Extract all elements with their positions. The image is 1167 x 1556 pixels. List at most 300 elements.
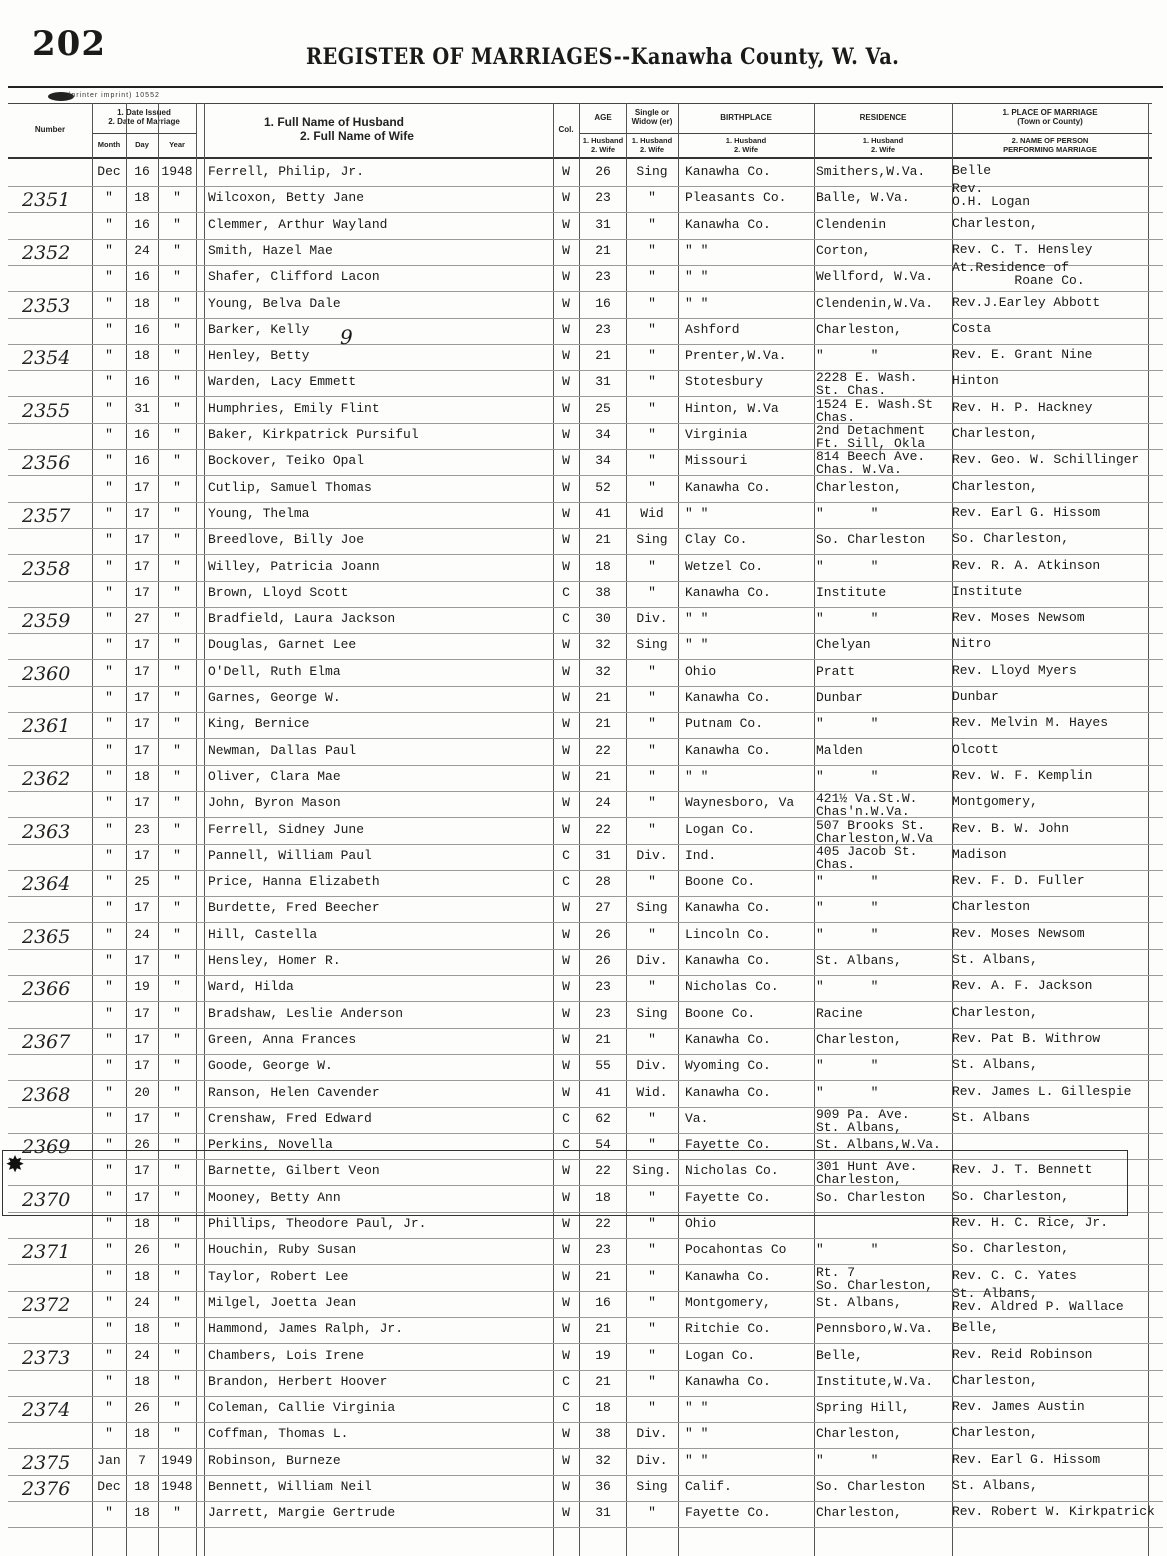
color-cell: W — [562, 1163, 570, 1179]
month-cell: " — [105, 1189, 113, 1205]
residence-cell: 909 Pa. Ave. St. Albans, — [816, 1106, 910, 1135]
day-cell: 17 — [134, 690, 150, 705]
table-row — [8, 292, 1163, 319]
residence-cell: " " — [816, 1084, 879, 1100]
residence-cell: Charleston, — [816, 1426, 902, 1442]
birthplace-cell: " " — [685, 1452, 709, 1468]
day-cell: 26 — [134, 1242, 150, 1258]
table-row — [8, 1370, 1163, 1397]
table-row — [8, 397, 1163, 424]
marital-status-cell: " — [648, 663, 656, 679]
place-of-marriage-cell: St. Albans, Rev. Aldred P. Wallace — [952, 1285, 1124, 1314]
color-cell: W — [562, 953, 570, 968]
residence-cell: 421½ Va.St.W. Chas'n.W.Va. — [816, 791, 918, 820]
header-divider — [580, 133, 1152, 134]
month-cell: " — [105, 532, 113, 548]
day-cell: 17 — [134, 637, 150, 653]
residence-cell: " " — [816, 348, 879, 364]
month-cell: " — [105, 348, 113, 364]
marital-status-cell: Sing — [636, 1479, 668, 1494]
day-cell: 18 — [134, 1268, 150, 1284]
age-cell: 32 — [595, 663, 611, 679]
birthplace-cell: Nicholas Co. — [685, 979, 779, 995]
place-of-marriage-cell: Rev.J.Earley Abbott — [952, 294, 1101, 310]
day-cell: 16 — [134, 321, 150, 337]
residence-cell: " " — [816, 611, 879, 627]
month-cell: " — [105, 1347, 113, 1363]
place-of-marriage-cell: Nitro — [952, 636, 992, 652]
month-cell: " — [105, 374, 113, 390]
full-name-cell: O'Dell, Ruth Elma — [208, 663, 341, 679]
residence-cell: Dunbar — [816, 690, 863, 705]
birthplace-cell: Kanawha Co. — [685, 479, 771, 495]
header-month: Month — [97, 140, 121, 149]
birthplace-cell: Kanawha Co. — [685, 1031, 771, 1047]
printer-imprint: (printer imprint) 10552 — [68, 92, 160, 99]
table-row — [8, 449, 1163, 476]
birthplace-cell: Hinton, W.Va — [685, 400, 779, 416]
table-row — [8, 581, 1163, 608]
month-cell: " — [105, 321, 113, 337]
table-row — [8, 1344, 1163, 1371]
year-cell: " — [173, 953, 181, 968]
age-cell: 27 — [595, 900, 611, 916]
full-name-cell: Robinson, Burneze — [208, 1452, 341, 1468]
residence-cell: Clendenin,W.Va. — [816, 295, 934, 311]
birthplace-cell: " " — [685, 768, 709, 784]
color-cell: C — [562, 874, 570, 890]
residence-cell: Racine — [816, 1005, 863, 1021]
place-of-marriage-cell: Charleston — [952, 899, 1031, 915]
month-cell: " — [105, 1426, 113, 1442]
place-of-marriage-cell: Rev. F. D. Fuller — [952, 873, 1085, 889]
year-cell: " — [173, 1242, 181, 1258]
marital-status-cell: " — [648, 453, 656, 469]
marital-status-cell: " — [648, 269, 656, 285]
birthplace-cell: Logan Co. — [685, 1347, 756, 1363]
month-cell: " — [105, 427, 113, 442]
entry-number: 2351 — [22, 189, 71, 212]
year-cell: " — [173, 979, 181, 995]
full-name-cell: Green, Anna Frances — [208, 1031, 357, 1047]
color-cell: W — [562, 400, 570, 416]
marital-status-cell: " — [648, 216, 656, 232]
place-of-marriage-cell: Rev. H. P. Hackney — [952, 399, 1093, 415]
year-cell: " — [173, 900, 181, 916]
birthplace-cell: Logan Co. — [685, 821, 756, 837]
full-name-cell: Ranson, Helen Cavender — [208, 1084, 380, 1100]
marital-status-cell: " — [648, 874, 656, 890]
place-of-marriage-cell: Dunbar — [952, 689, 999, 704]
birthplace-cell: Prenter,W.Va. — [685, 348, 787, 364]
year-cell: " — [173, 663, 181, 679]
age-cell: 36 — [595, 1479, 611, 1494]
birthplace-cell: Boone Co. — [685, 1005, 756, 1021]
marital-status-cell: Div. — [636, 847, 668, 863]
age-cell: 23 — [595, 1242, 611, 1258]
place-of-marriage-cell: Hinton — [952, 373, 999, 389]
residence-cell: " " — [816, 1452, 879, 1468]
table-row — [8, 896, 1163, 923]
residence-cell: Clendenin — [816, 216, 887, 232]
full-name-cell: Crenshaw, Fred Edward — [208, 1110, 372, 1126]
full-name-cell: Chambers, Lois Irene — [208, 1347, 365, 1363]
residence-cell: Balle, W.Va. — [816, 190, 910, 206]
residence-cell: So. Charleston — [816, 1479, 926, 1494]
age-cell: 41 — [595, 505, 611, 521]
year-cell: " — [173, 558, 181, 574]
marital-status-cell: " — [648, 1216, 656, 1231]
table-row — [8, 1317, 1163, 1344]
year-cell: " — [173, 611, 181, 627]
residence-cell: St. Albans,W.Va. — [816, 1137, 941, 1153]
place-of-marriage-cell: So. Charleston, — [952, 1241, 1070, 1257]
table-row — [8, 555, 1163, 582]
month-cell: " — [105, 269, 113, 285]
color-cell: W — [562, 190, 570, 206]
place-of-marriage-cell: Charleston, — [952, 478, 1038, 494]
month-cell: " — [105, 1110, 113, 1126]
residence-cell: " " — [816, 768, 879, 784]
age-cell: 16 — [595, 295, 611, 311]
highlighted-entry-box — [2, 1150, 1128, 1216]
full-name-cell: Ferrell, Sidney June — [208, 821, 365, 837]
marital-status-cell: " — [648, 584, 656, 600]
day-cell: 17 — [134, 584, 150, 600]
full-name-cell: Milgel, Joetta Jean — [208, 1294, 357, 1310]
place-of-marriage-cell: Montgomery, — [952, 794, 1038, 810]
day-cell: 24 — [134, 1347, 150, 1363]
day-cell: 16 — [134, 453, 150, 469]
month-cell: " — [105, 768, 113, 784]
year-cell: " — [173, 847, 181, 863]
residence-cell: Charleston, — [816, 1031, 902, 1047]
table-row — [8, 213, 1163, 240]
birthplace-cell: Kanawha Co. — [685, 953, 771, 968]
color-cell: W — [562, 1189, 570, 1205]
month-cell: " — [105, 242, 113, 258]
residence-cell: " " — [816, 979, 879, 995]
residence-cell: 2nd Detachment Ft. Sill, Okla — [816, 423, 926, 451]
place-of-marriage-cell: Rev. Earl G. Hissom — [952, 504, 1101, 520]
age-cell: 22 — [595, 1216, 611, 1231]
full-name-cell: Barnette, Gilbert Veon — [208, 1163, 380, 1179]
header-number: Number — [34, 125, 66, 135]
place-of-marriage-cell: Charleston, — [952, 215, 1038, 231]
entry-number: 2367 — [22, 1030, 71, 1053]
birthplace-cell: Va. — [685, 1110, 709, 1126]
year-cell: " — [173, 1084, 181, 1100]
day-cell: 18 — [134, 1321, 150, 1337]
header-age-sub: 1. Husband 2. Wife — [582, 136, 624, 154]
residence-cell: St. Albans, — [816, 1294, 902, 1310]
age-cell: 18 — [595, 558, 611, 574]
birthplace-cell: Kanawha Co. — [685, 584, 771, 600]
year-cell: " — [173, 321, 181, 337]
marital-status-cell: " — [648, 821, 656, 837]
marital-status-cell: Div. — [636, 611, 668, 627]
color-cell: W — [562, 295, 570, 311]
place-of-marriage-cell: Rev. E. Grant Nine — [952, 347, 1093, 363]
marital-status-cell: Sing — [636, 1005, 668, 1021]
year-cell: " — [173, 1058, 181, 1074]
marital-status-cell: " — [648, 979, 656, 995]
header-dates: 1. Date Issued 2. Date of Marriage — [108, 108, 180, 126]
day-cell: 17 — [134, 505, 150, 521]
residence-cell: Charleston, — [816, 479, 902, 495]
marital-status-cell: " — [648, 768, 656, 784]
table-row — [8, 975, 1163, 1002]
title-rule — [8, 86, 1163, 88]
header-birthplace-sub: 1. Husband 2. Wife — [725, 136, 767, 154]
full-name-cell: Young, Thelma — [208, 505, 310, 521]
birthplace-cell: Pocahontas Co — [685, 1242, 787, 1258]
full-name-cell: Taylor, Robert Lee — [208, 1268, 349, 1284]
birthplace-cell: Waynesboro, Va — [685, 795, 795, 811]
entry-number: 2370 — [22, 1188, 71, 1211]
full-name-cell: Houchin, Ruby Susan — [208, 1242, 357, 1258]
birthplace-cell: Stotesbury — [685, 374, 764, 390]
place-of-marriage-cell: Rev. Moses Newsom — [952, 610, 1085, 626]
month-cell: " — [105, 742, 113, 758]
entry-number: 2362 — [22, 767, 71, 790]
age-cell: 28 — [595, 874, 611, 890]
entry-number: 2360 — [22, 662, 71, 685]
marital-status-cell: " — [648, 558, 656, 574]
full-name-cell: Bradshaw, Leslie Anderson — [208, 1005, 404, 1021]
full-name-cell: Hensley, Homer R. — [208, 953, 341, 968]
marital-status-cell: " — [648, 242, 656, 258]
place-of-marriage-cell: Rev. W. F. Kemplin — [952, 767, 1093, 783]
day-cell: 16 — [134, 374, 150, 390]
day-cell: 17 — [134, 479, 150, 495]
birthplace-cell: " " — [685, 1400, 709, 1416]
birthplace-cell: Ohio — [685, 663, 717, 679]
marital-status-cell: " — [648, 1347, 656, 1363]
full-name-cell: Humphries, Emily Flint — [208, 400, 380, 416]
place-of-marriage-cell: Costa — [952, 320, 992, 336]
age-cell: 25 — [595, 400, 611, 416]
entry-number: 2375 — [22, 1451, 71, 1474]
month-cell: " — [105, 1400, 113, 1416]
residence-cell: " " — [816, 874, 879, 890]
color-cell: W — [562, 821, 570, 837]
day-cell: 18 — [134, 768, 150, 784]
birthplace-cell: Ashford — [685, 321, 740, 337]
color-cell: W — [562, 1452, 570, 1468]
age-cell: 41 — [595, 1084, 611, 1100]
marital-status-cell: " — [648, 690, 656, 705]
birthplace-cell: Missouri — [685, 453, 748, 469]
month-cell: " — [105, 479, 113, 495]
residence-cell: " " — [816, 558, 879, 574]
entry-number: 2363 — [22, 820, 71, 843]
color-cell: W — [562, 1479, 570, 1494]
birthplace-cell: Putnam Co. — [685, 716, 764, 732]
year-cell: " — [173, 295, 181, 311]
marital-status-cell: Sing — [636, 900, 668, 916]
age-cell: 22 — [595, 742, 611, 758]
age-cell: 32 — [595, 637, 611, 653]
full-name-cell: Bradfield, Laura Jackson — [208, 611, 396, 627]
birthplace-cell: Kanawha Co. — [685, 742, 771, 758]
table-row — [8, 1238, 1163, 1265]
day-cell: 17 — [134, 1163, 150, 1179]
header-names — [204, 103, 549, 157]
color-cell: W — [562, 532, 570, 548]
birthplace-cell: Calif. — [685, 1479, 732, 1494]
marital-status-cell: Div. — [636, 1452, 668, 1468]
birthplace-cell: Boone Co. — [685, 874, 756, 890]
age-cell: 18 — [595, 1189, 611, 1205]
residence-cell: Pratt — [816, 663, 856, 679]
color-cell: W — [562, 1426, 570, 1442]
marital-status-cell: " — [648, 1268, 656, 1284]
place-of-marriage-cell: Rev. Melvin M. Hayes — [952, 715, 1109, 731]
entry-number: 2355 — [22, 399, 71, 422]
birthplace-cell: Fayette Co. — [685, 1137, 771, 1153]
marital-status-cell: " — [648, 374, 656, 390]
full-name-cell: Hammond, James Ralph, Jr. — [208, 1321, 404, 1337]
year-cell: " — [173, 690, 181, 705]
entry-number: 2364 — [22, 873, 71, 896]
year-cell: " — [173, 269, 181, 285]
residence-cell: 2228 E. Wash. St. Chas. — [816, 370, 918, 399]
marital-status-cell: " — [648, 1031, 656, 1047]
residence-cell: " " — [816, 716, 879, 732]
year-cell: " — [173, 1216, 181, 1231]
color-cell: W — [562, 242, 570, 258]
color-cell: W — [562, 1242, 570, 1258]
marital-status-cell: Sing. — [632, 1163, 672, 1179]
birthplace-cell: Ritchie Co. — [685, 1321, 771, 1337]
year-cell: " — [173, 479, 181, 495]
day-cell: 17 — [134, 900, 150, 916]
entry-number: 2352 — [22, 241, 71, 264]
birthplace-cell: Fayette Co. — [685, 1189, 771, 1205]
year-cell: 1949 — [161, 1452, 193, 1468]
age-cell: 21 — [595, 1373, 611, 1389]
place-of-marriage-cell: St. Albans, — [952, 1057, 1038, 1073]
residence-cell: " " — [816, 1242, 879, 1258]
month-cell: " — [105, 847, 113, 863]
age-cell: 21 — [595, 1321, 611, 1337]
month-cell: " — [105, 216, 113, 232]
marital-status-cell: " — [648, 1505, 656, 1521]
header-day: Day — [135, 140, 149, 149]
color-cell: W — [562, 1268, 570, 1284]
full-name-cell: Oliver, Clara Mae — [208, 768, 341, 784]
birthplace-cell: Virginia — [685, 427, 748, 442]
entry-number: 2365 — [22, 925, 71, 948]
residence-cell: " " — [816, 900, 879, 916]
age-cell: 21 — [595, 690, 611, 705]
birthplace-cell: Pleasants Co. — [685, 190, 787, 206]
color-cell: C — [562, 1110, 570, 1126]
table-row — [8, 1422, 1163, 1449]
table-row — [8, 1107, 1163, 1134]
full-name-cell: Wilcoxon, Betty Jane — [208, 190, 365, 206]
color-cell: W — [562, 1031, 570, 1047]
place-of-marriage-cell: Charleston, — [952, 1425, 1038, 1441]
month-cell: Dec — [97, 164, 121, 179]
age-cell: 21 — [595, 1031, 611, 1047]
entry-number: 2371 — [22, 1241, 71, 1264]
full-name-cell: Brown, Lloyd Scott — [208, 584, 349, 600]
full-name-cell: King, Bernice — [208, 716, 310, 732]
color-cell: W — [562, 1347, 570, 1363]
marital-status-cell: Div. — [636, 953, 668, 968]
day-cell: 16 — [134, 269, 150, 285]
residence-cell: " " — [816, 1058, 879, 1074]
color-cell: W — [562, 1294, 570, 1310]
residence-cell: Rt. 7 So. Charleston, — [816, 1264, 934, 1293]
year-cell: " — [173, 348, 181, 364]
day-cell: 17 — [134, 953, 150, 968]
header-wife-name: 2. Full Name of Wife — [300, 129, 414, 143]
month-cell: " — [105, 690, 113, 705]
table-row — [8, 260, 1163, 292]
marital-status-cell: " — [648, 427, 656, 442]
age-cell: 32 — [595, 1452, 611, 1468]
color-cell: W — [562, 321, 570, 337]
month-cell: " — [105, 1373, 113, 1389]
birthplace-cell: Wyoming Co. — [685, 1058, 771, 1074]
table-row — [8, 1475, 1163, 1502]
birthplace-cell: " " — [685, 637, 709, 653]
full-name-cell: Baker, Kirkpatrick Pursiful — [208, 427, 419, 442]
header-status: Single or Widow (er) — [631, 108, 673, 126]
full-name-cell: Goode, George W. — [208, 1058, 333, 1074]
color-cell: C — [562, 847, 570, 863]
table-row — [8, 370, 1163, 397]
full-name-cell: Young, Belva Dale — [208, 295, 341, 311]
age-cell: 38 — [595, 1426, 611, 1442]
marital-status-cell: " — [648, 295, 656, 311]
header-age: AGE — [594, 112, 612, 122]
residence-cell: Chelyan — [816, 637, 871, 653]
residence-cell: Malden — [816, 742, 863, 758]
day-cell: 17 — [134, 1031, 150, 1047]
color-cell: C — [562, 1400, 570, 1416]
year-cell: " — [173, 1110, 181, 1126]
place-of-marriage-cell: Madison — [952, 846, 1007, 862]
color-cell: W — [562, 374, 570, 390]
place-of-marriage-cell: Rev. O.H. Logan — [952, 181, 1031, 210]
place-of-marriage-cell: Charleston, — [952, 1004, 1038, 1020]
table-row — [8, 1212, 1163, 1239]
year-cell: " — [173, 216, 181, 232]
birthplace-cell: " " — [685, 505, 709, 521]
color-cell: C — [562, 1137, 570, 1153]
table-row — [8, 765, 1163, 792]
day-cell: 17 — [134, 847, 150, 863]
month-cell: " — [105, 453, 113, 469]
full-name-cell: John, Byron Mason — [208, 795, 341, 811]
full-name-cell: Smith, Hazel Mae — [208, 242, 333, 258]
color-cell: C — [562, 611, 570, 627]
place-of-marriage-cell: Rev. Pat B. Withrow — [952, 1030, 1101, 1046]
place-of-marriage-cell: St. Albans — [952, 1109, 1031, 1125]
month-cell: " — [105, 1294, 113, 1310]
birthplace-cell: Kanawha Co. — [685, 690, 771, 705]
full-name-cell: Douglas, Garnet Lee — [208, 637, 357, 653]
age-cell: 55 — [595, 1058, 611, 1074]
full-name-cell: Garnes, George W. — [208, 690, 341, 705]
day-cell: 27 — [134, 611, 150, 627]
place-of-marriage-cell: Belle, — [952, 1320, 999, 1336]
day-cell: 17 — [134, 795, 150, 811]
